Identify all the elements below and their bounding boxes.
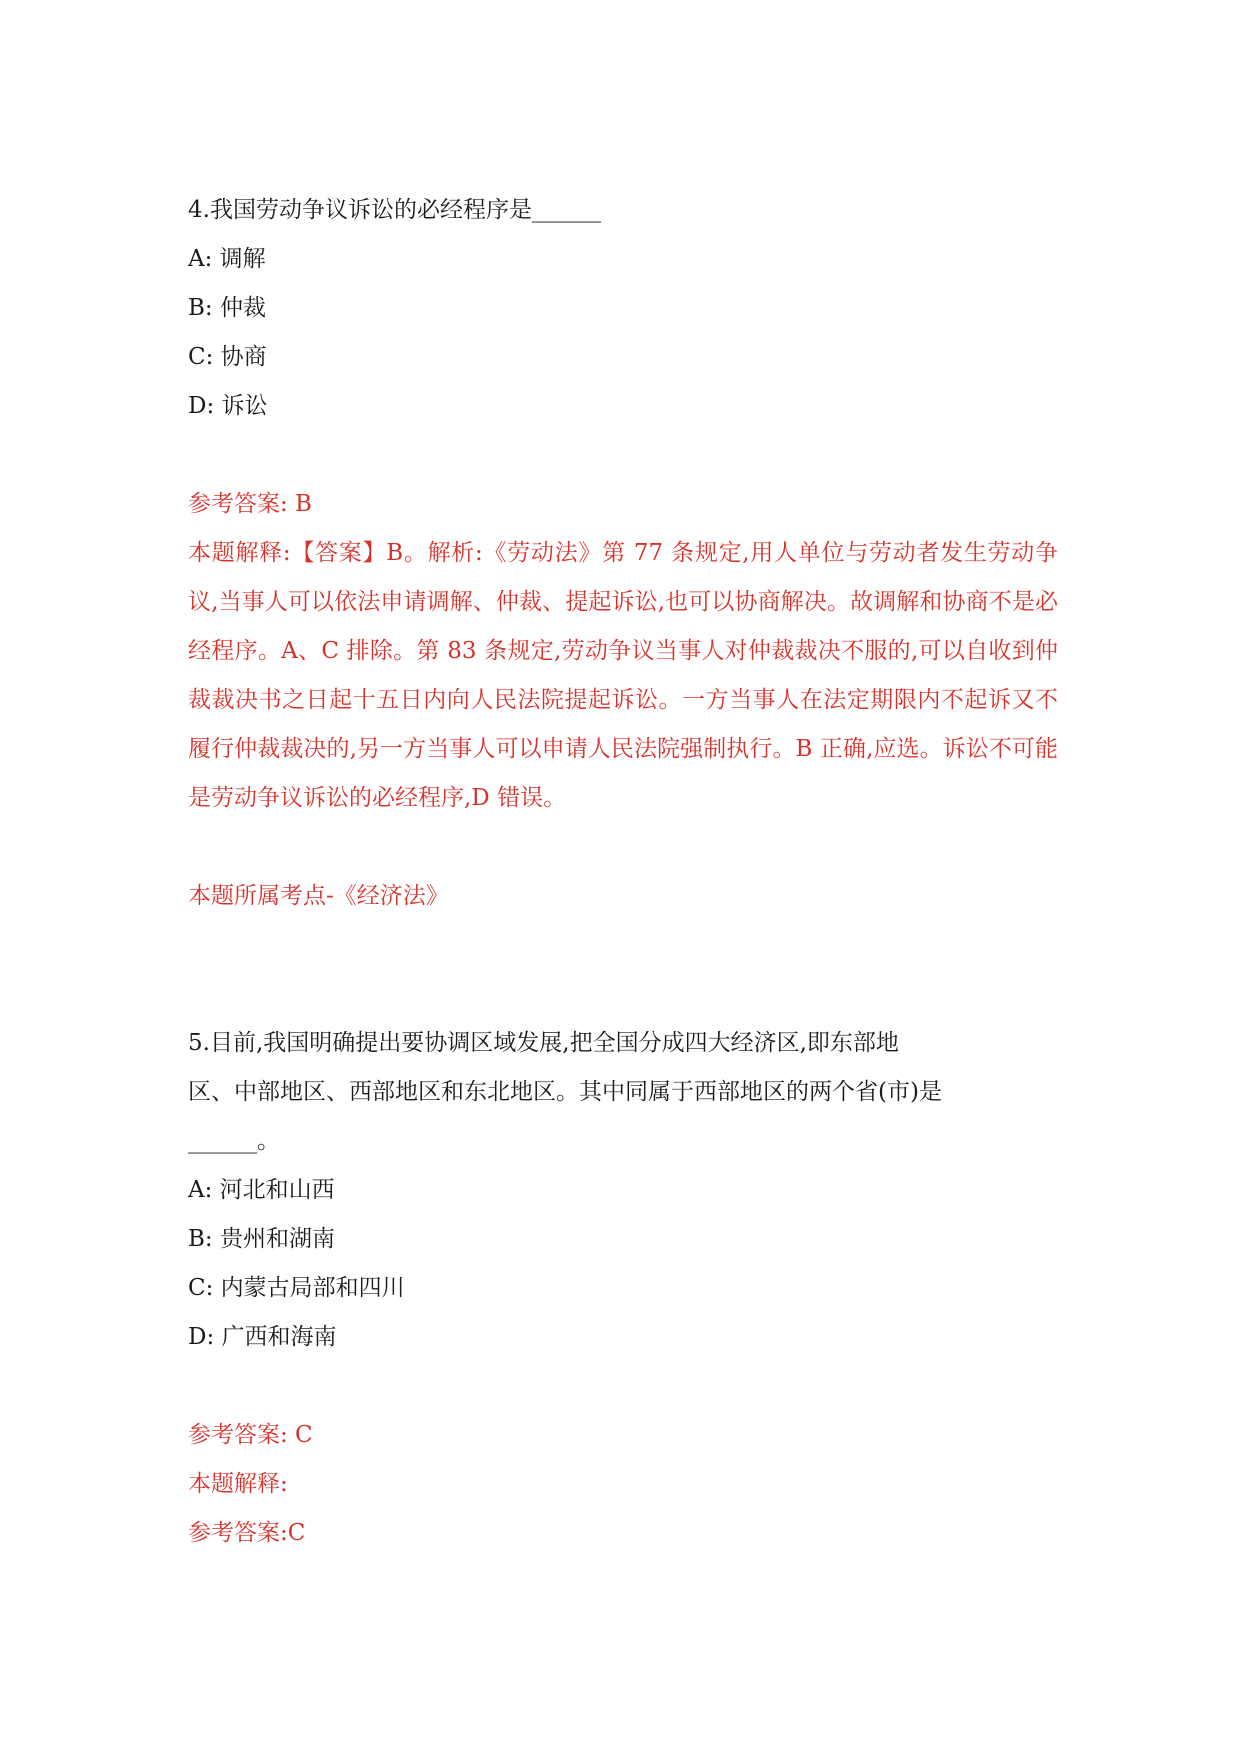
spacer xyxy=(188,431,1058,480)
spacer xyxy=(188,1362,1058,1411)
question-4-option-c: C: 协商 xyxy=(188,344,267,370)
question-4-option-a: A: 调解 xyxy=(188,246,266,272)
question-4-topic: 本题所属考点-《经济法》 xyxy=(188,883,449,909)
question-5-answer-repeat: 参考答案:C xyxy=(188,1520,306,1546)
exam-page xyxy=(188,186,1058,1558)
question-5-answer: 参考答案: C xyxy=(188,1422,313,1448)
spacer xyxy=(188,823,1058,872)
spacer xyxy=(188,921,1058,1019)
question-4-explanation: 本题解释:【答案】B。解析:《劳动法》第 77 条规定,用人单位与劳动者发生劳动争议,当事人可以依法申请调解、仲裁、提起诉讼,也可以协商解决。故调解和协商不是必经程序。A、C 排除。第 83 条规定,劳动争议当事人对仲裁裁决不服的,可以自收到仲裁裁决书之日起十五日内向人民法院提起诉讼。一方当事人在法定期限内不起诉又不履行仲裁裁决的,另一方当事人可以申请人民法院强制执行。B 正确,应选。诉讼不可能是劳动争议诉讼的必经程序,D 错误。 xyxy=(188,540,1058,811)
question-4-option-d: D: 诉讼 xyxy=(188,393,268,419)
question-5-option-d: D: 广西和海南 xyxy=(188,1324,337,1350)
question-5-option-a: A: 河北和山西 xyxy=(188,1177,335,1203)
question-5-stem-line-2: 区、中部地区、西部地区和东北地区。其中同属于西部地区的两个省(市)是 xyxy=(188,1079,942,1105)
question-4-answer: 参考答案: B xyxy=(188,491,312,517)
question-4-option-b: B: 仲裁 xyxy=(188,295,266,321)
question-5-option-b: B: 贵州和湖南 xyxy=(188,1226,335,1252)
question-4-stem: 4.我国劳动争议诉讼的必经程序是______ xyxy=(188,197,601,223)
question-5-stem-line-3: ______。 xyxy=(188,1128,280,1154)
question-5-stem-line-1: 5.目前,我国明确提出要协调区域发展,把全国分成四大经济区,即东部地 xyxy=(188,1030,899,1056)
question-5-explanation-label: 本题解释: xyxy=(188,1471,288,1497)
question-5-option-c: C: 内蒙古局部和四川 xyxy=(188,1275,405,1301)
